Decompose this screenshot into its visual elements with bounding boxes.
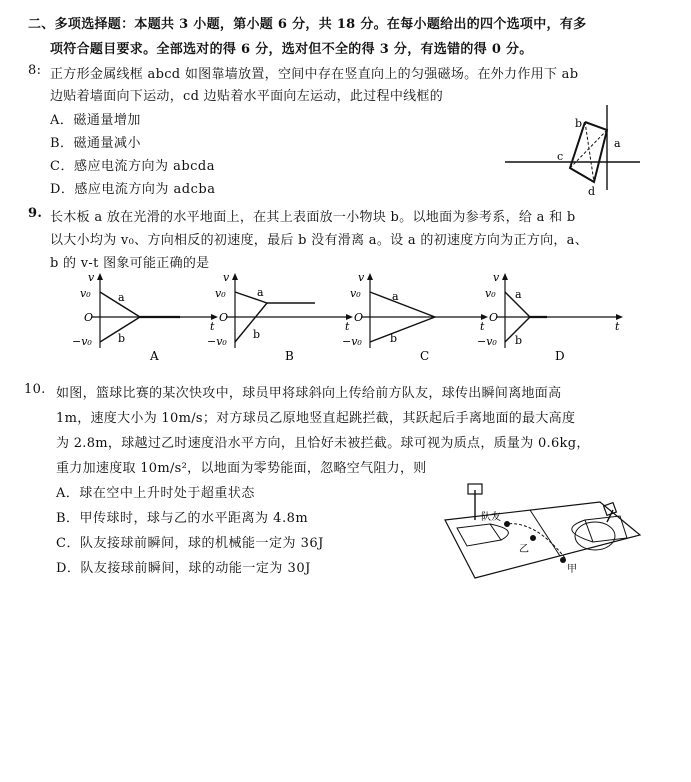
q9-stem-line3: b 的 v-t 图象可能正确的是 <box>50 256 210 271</box>
q9-stem-line2: 以大小均为 v₀、方向相反的初速度，最后 b 没有滑离 a。设 a 的初速度方向为正方向，a、 <box>50 233 589 248</box>
q10-label-teammate: 队友 <box>481 512 501 523</box>
svg-text:v: v <box>493 271 500 284</box>
q8-label-b: b <box>575 117 583 130</box>
svg-text:b: b <box>253 328 261 341</box>
svg-text:t: t <box>615 320 620 333</box>
svg-text:−v₀: −v₀ <box>207 335 227 348</box>
q9-graph-a <box>70 270 220 365</box>
svg-text:v₀: v₀ <box>80 287 91 300</box>
q10-stem-line4: 重力加速度取 10m/s²，以地面为零势能面，忽略空气阻力，则 <box>56 461 427 476</box>
q9-number: 9. <box>28 206 43 221</box>
q10-option-d: D．队友接球前瞬间，球的动能一定为 30J <box>56 561 311 576</box>
q10-label-jia: 甲 <box>567 564 577 575</box>
svg-text:a: a <box>118 291 125 304</box>
svg-text:C: C <box>420 349 430 363</box>
q10-option-a: A．球在空中上升时处于超重状态 <box>56 486 255 501</box>
q9-stem-line1: 长木板 a 放在光滑的水平地面上，在其上表面放一小物块 b。以地面为参考系，给 a 和 b <box>50 210 576 225</box>
svg-text:v₀: v₀ <box>350 287 361 300</box>
svg-text:O: O <box>219 311 229 324</box>
svg-text:O: O <box>489 311 499 324</box>
q9-graph-c <box>340 270 490 365</box>
q10-stem-line1: 如图，篮球比赛的某次快攻中，球员甲将球斜向上传给前方队友，球传出瞬间离地面高 <box>56 386 562 401</box>
section-header-line2: 项符合题目要求。全部选对的得 6 分，选对但不全的得 3 分，有选错的得 0 分。 <box>50 42 533 57</box>
q8-label-d: d <box>588 185 596 198</box>
q10-basketball-court-figure <box>435 480 645 590</box>
svg-text:O: O <box>84 311 94 324</box>
svg-text:a: a <box>515 288 522 301</box>
q8-option-d: D．感应电流方向为 adcba <box>50 182 216 197</box>
q9-graph-d <box>475 270 625 365</box>
svg-text:D: D <box>555 349 565 363</box>
svg-text:−v₀: −v₀ <box>72 335 92 348</box>
q9-graph-b <box>205 270 355 365</box>
svg-text:v: v <box>223 271 230 284</box>
svg-text:b: b <box>390 332 398 345</box>
svg-text:t: t <box>345 320 350 333</box>
svg-text:−v₀: −v₀ <box>477 335 497 348</box>
q8-label-a: a <box>614 137 621 150</box>
svg-text:a: a <box>257 286 264 299</box>
q8-option-a: A．磁通量增加 <box>50 113 141 128</box>
q10-number: 10. <box>24 382 46 397</box>
q8-stem-line1: 正方形金属线框 abcd 如图靠墙放置，空间中存在竖直向上的匀强磁场。在外力作用下 ab <box>50 67 579 82</box>
svg-text:v₀: v₀ <box>485 287 496 300</box>
svg-text:t: t <box>480 320 485 333</box>
q10-option-b: B．甲传球时，球与乙的水平距离为 4.8m <box>56 511 309 526</box>
q10-stem-line2: 1m，速度大小为 10m/s；对方球员乙原地竖直起跳拦截，其跃起后手离地面的最大高度 <box>56 411 576 426</box>
svg-text:b: b <box>118 332 126 345</box>
svg-text:t: t <box>210 320 215 333</box>
section-header-line1: 二、多项选择题：本题共 3 小题，第小题 6 分，共 18 分。在每小题给出的四个选项中，有多 <box>28 17 587 32</box>
q8-wireframe-figure <box>500 100 650 200</box>
q8-stem-line2: 边贴着墙面向下运动，cd 边贴着水平面向左运动，此过程中线框的 <box>50 89 444 104</box>
svg-text:a: a <box>392 290 399 303</box>
svg-text:−v₀: −v₀ <box>342 335 362 348</box>
svg-text:v: v <box>88 271 95 284</box>
q8-option-c: C．感应电流方向为 abcda <box>50 159 216 174</box>
q8-label-c: c <box>557 150 564 163</box>
svg-text:v: v <box>358 271 365 284</box>
svg-text:O: O <box>354 311 364 324</box>
svg-text:B: B <box>285 349 294 363</box>
q10-stem-line3: 为 2.8m，球越过乙时速度沿水平方向，且恰好未被拦截。球可视为质点，质量为 0.6kg， <box>56 436 590 451</box>
q10-option-c: C．队友接球前瞬间，球的机械能一定为 36J <box>56 536 324 551</box>
q8-option-b: B．磁通量减小 <box>50 136 142 151</box>
q8-number: 8: <box>28 63 42 78</box>
svg-text:A: A <box>150 349 159 363</box>
svg-text:v₀: v₀ <box>215 287 226 300</box>
svg-text:b: b <box>515 334 523 347</box>
q10-label-yi: 乙 <box>519 544 529 555</box>
